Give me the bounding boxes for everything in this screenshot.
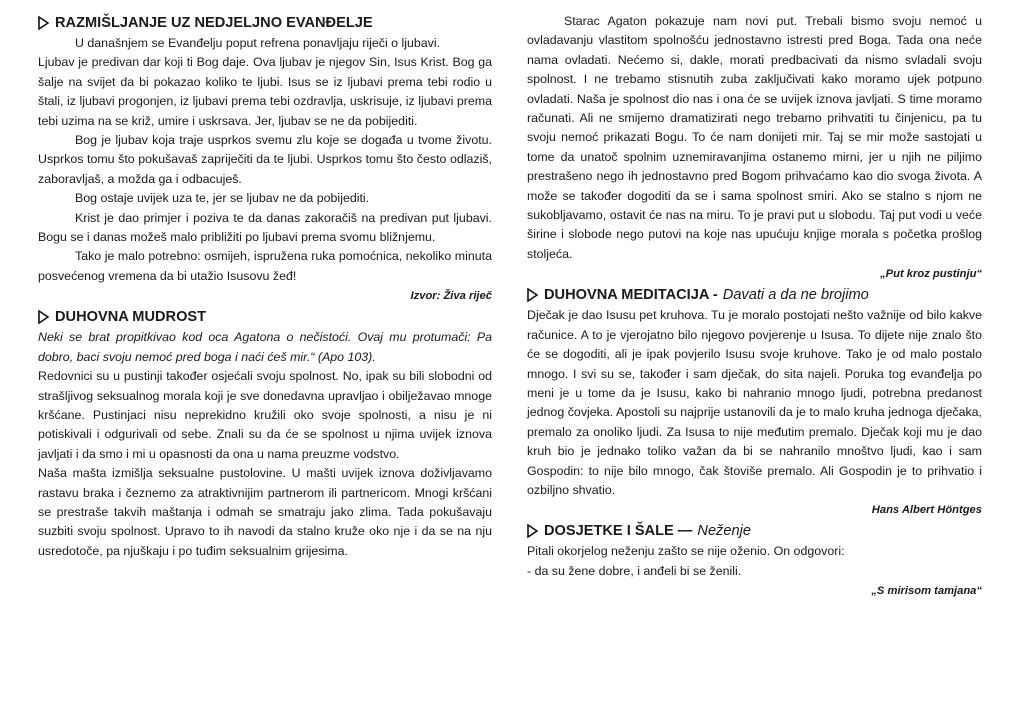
section-heading — [527, 284, 982, 306]
paragraph: Starac Agaton pokazuje nam novi put. Trebali bismo svoju nemoć u ovladavanju vlastitom spolnošću jednostavno istresti pred Boga. Tada ona neće nama ovladati. Nećemo si, dakle, morati predbacivati da nismo svladali svoju spolnost. I ne trebamo stisnutih zuba zaključivati kako moramo ujek potpuno ovladati. Naša je spolnost dio nas i ona će se uvijek iznova javljati. S time moramo računati. Ali ne smijemo dramatizirati nego trebamo prihvatiti tu činjenicu, pa tu svoju nemoć prikazati Bogu. To će nam donijeti mir. Taj se mir može sastojati u tome da unatoč spolnim uznemiravanjima ostanemo mirni, jer u njih ne piljimo prestrašeno nego ih jednostavno pred Bogom prihvaćamo kao dio svoga života. A može se također dogoditi da se i sama spolnost smiri. Ako se stalno s njom ne sukobljavamo, ostavit će nas na miru. To je pravi put u slobodu. Taj put vodi u veće širine i slobode nego putovi na koje nas upućuju knjige morala s početka prošlog stoljeća. — [527, 14, 982, 261]
joke-line: - da su žene dobre, i anđeli bi se ženili. — [527, 563, 742, 578]
section-heading — [38, 12, 492, 34]
section-subtitle: Neženje — [697, 523, 751, 540]
section-wisdom — [38, 306, 492, 561]
section-heading — [527, 520, 982, 542]
paragraph: Krist je dao primjer i poziva te da danas zakoračiš na predivan put ljubavi. Bogu se i danas možeš malo približiti po ljubavi prema svomu bližnjemu. — [38, 210, 492, 245]
joke-line: Pitali okorjelog neženju zašto se nije oženio. On odgovori: — [527, 544, 845, 559]
section-title: RAZMIŠLJANJE UZ NEDJELJNO EVANĐELJE — [55, 15, 373, 31]
section-subtitle: Davati a da ne brojimo — [722, 287, 869, 304]
paragraph: Naša mašta izmišlja seksualne pustolovine. U mašti uvijek iznova doživljavamo rastavu braka i čeznemo za atraktivnijim partnerom ili partnericom. Mnogi kršćani se prestraše takvih maštanja i odmah se smatraju jako zlima. Tada pokušavaju suzbiti svoju spolnost. Upravo to ih navodi da stalno kruže oko nje i da se na nju usredotoče, pa njuškaju i po tuđim seksualnim grijesima. — [38, 466, 492, 558]
section-wisdom-continued — [527, 12, 982, 284]
paragraph: U današnjem se Evanđelju poput refrena ponavljaju riječi o ljubavi. — [75, 36, 441, 50]
paragraph: Bog ostaje uvijek uza te, jer se ljubav ne da pobijediti. — [75, 191, 370, 206]
triangle-bullet-icon — [38, 310, 49, 324]
source-credit: „S mirisom tamjana“ — [871, 585, 982, 598]
paragraph: Tako je malo potrebno: osmijeh, ispružena ruka pomoćnica, nekoliko minuta posvećenog vremena da bi utažio Isusovu žeđ! — [38, 249, 492, 283]
paragraph: Bog je ljubav koja traje usprkos svemu zlu koje se događa u tvome životu. Usprkos tomu što pokušavaš zapriječiti da te ljubi. Usprkos tomu što često odlaziš, zaboravljaš, a možda ga i odbacuješ. — [38, 133, 492, 186]
paragraph: Redovnici su u pustinji također osjećali svoju spolnost. No, ipak su bili slobodni od strašljivog seksualnog morala koji je sve donedavna upravljao i obilježavao mnoge kršćane. Pustinjaci nisu neprekidno kružili oko svoje spolnosti, a nisu je ni potiskivali i odgurivali od sebe. Znali su da će se spolnost u njima uvijek iznova javljati i da smo i mi u opasnosti da ona u nama preuzme vodstvo. — [38, 369, 492, 461]
right-column — [527, 12, 982, 601]
triangle-bullet-icon — [527, 288, 538, 302]
source-credit: Hans Albert Höntges — [871, 504, 982, 517]
quote: Neki se brat propitkivao kod oca Agatona o nečistoći. Ovaj mu protumači: Pa dobro, baci svoju nemoć pred boga i naći ćeš mir.“ (Apo 103). — [38, 330, 492, 364]
section-meditation — [527, 284, 982, 520]
paragraph: Dječak je dao Isusu pet kruhova. Tu je moralo postojati nešto važnije od bilo kakve računice. A to je vjerojatno bilo njegovo povjerenje u Isusa. To dijete nije znalo što će se dogoditi, ali je ipak povjerilo Isusu svoje kruhove. Tako je od malo postalo mnogo. I svi su se, također i sam dječak, do sita najeli. Poruka tog evanđelja po meni je u tome da je Isusu, kako bi nahranio mnogo ljudi, potrebna predanost jednog čovjeka. Apostoli su najprije ustanovili da je to malo kruha jednoga dječaka, premalo za onoliko ljudi. Za Isusa to nije međutim premalo. Dječak koji mu je dao kruh bio je jednako toliko važan da bi se nahranilo mnoštvo ljudi, kao i sam Gospodin: to nije bilo mnogo, čak štoviše premalo. Ali Gospodin je to prihvatio i ozbiljno shvatio. — [527, 308, 982, 497]
paragraph: Ljubav je predivan dar koji ti Bog daje. Ova ljubav je njegov Sin, Isus Krist. Bog ga šalje na svijet da bi pokazao koliko te ljubi. Isus se iz ljubavi prema tebi rodio u štali, iz ljubavi progonjen, iz ljubavi prema tebi ozdravlja, uskrisuje, iz ljubavi prema tebi uzima na se križ, umire i uskrsava. Jer, ljubav se ne da pobijediti. — [38, 55, 492, 128]
section-jokes — [527, 520, 982, 601]
source-credit: Izvor: Živa riječ — [410, 290, 492, 303]
source-credit: „Put kroz pustinju“ — [880, 268, 982, 281]
triangle-bullet-icon — [38, 16, 49, 30]
section-title: DUHOVNA MUDROST — [55, 309, 207, 326]
triangle-bullet-icon — [527, 524, 538, 538]
section-heading — [38, 306, 492, 328]
left-column — [38, 12, 492, 561]
section-title: DOSJETKE I ŠALE — — [544, 523, 693, 540]
section-title: DUHOVNA MEDITACIJA - — [544, 287, 718, 304]
section-reflection — [38, 12, 492, 306]
